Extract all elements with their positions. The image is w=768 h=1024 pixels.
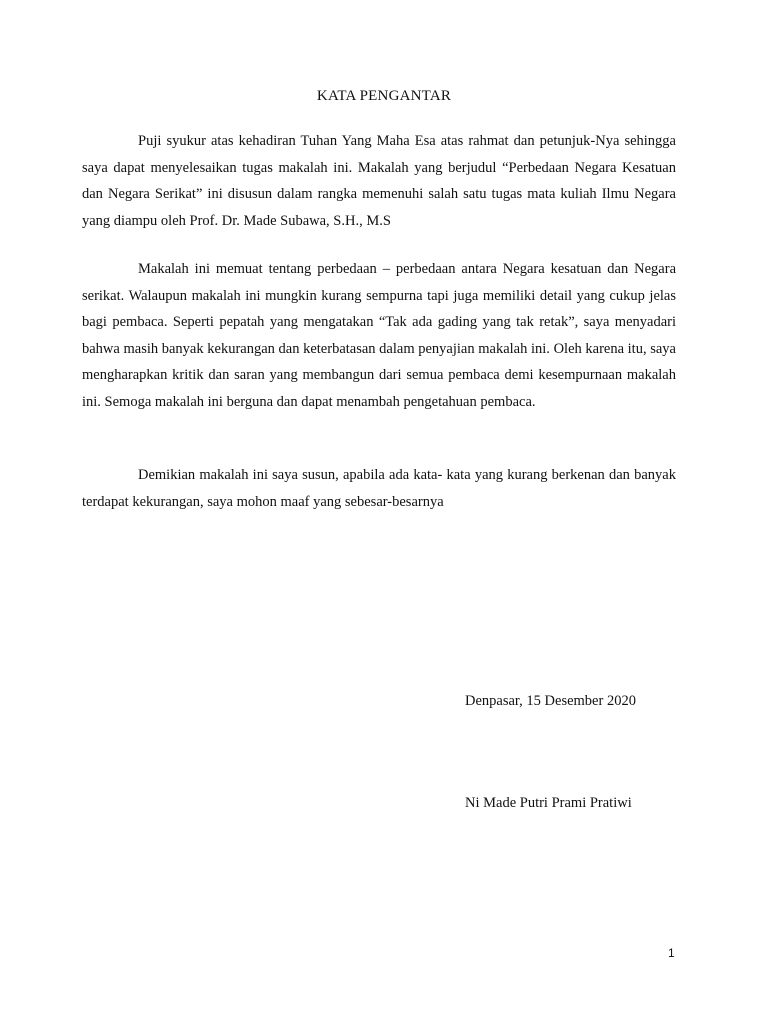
paragraph-opening: Puji syukur atas kehadiran Tuhan Yang Maha Esa atas rahmat dan petunjuk-Nya sehingga saya dapat menyelesaikan tugas makalah ini. Makalah yang berjudul “Perbedaan Negara Kesatuan dan Negara Serikat” ini disusun dalam rangka memenuhi salah satu tugas mata kuliah Ilmu Negara yang diampu oleh Prof. Dr. Made Subawa, S.H., M.S — [82, 133, 676, 229]
paragraph-block-1 — [82, 128, 676, 234]
document-title: KATA PENGANTAR — [316, 88, 452, 104]
paragraph-block-3 — [82, 462, 676, 515]
paragraph-block-2 — [82, 256, 676, 415]
page-number: 1 — [668, 946, 675, 960]
paragraph-content: Makalah ini memuat tentang perbedaan – perbedaan antara Negara kesatuan dan Negara serikat. Walaupun makalah ini mungkin kurang sempurna tapi juga memiliki detail yang cukup jelas bagi pembaca. Seperti pepatah yang mengatakan “Tak ada gading yang tak retak”, saya menyadari bahwa masih banyak kekurangan dan keterbatasan dalam penyajian makalah ini. Oleh karena itu, saya mengharapkan kritik dan saran yang membangun dari semua pembaca demi kesempurnaan makalah ini. Semoga makalah ini berguna dan dapat menambah pengetahuan pembaca. — [82, 261, 676, 410]
signer-name: Ni Made Putri Prami Pratiwi — [465, 795, 632, 811]
place-date: Denpasar, 15 Desember 2020 — [465, 693, 636, 709]
paragraph-closing: Demikian makalah ini saya susun, apabila ada kata- kata yang kurang berkenan dan banyak terdapat kekurangan, saya mohon maaf yang sebesar-besarnya — [82, 467, 676, 510]
